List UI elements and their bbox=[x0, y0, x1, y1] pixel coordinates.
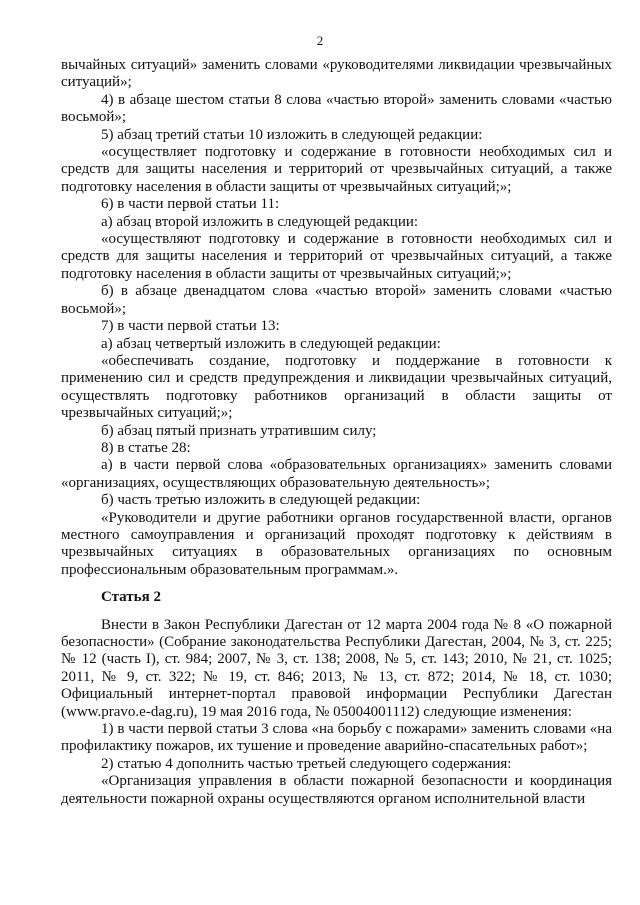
paragraph: 2) статью 4 дополнить частью третьей следующего содержания: bbox=[101, 755, 512, 772]
paragraph: «Организация управления в области пожарной безопасности и координация деятельности пожарной охраны осуществляются органом исполнительной власти bbox=[61, 773, 612, 807]
paragraph: 4) в абзаце шестом статьи 8 слова «частью второй» заменить словами «частью восьмой»; bbox=[61, 91, 612, 126]
paragraph: 6) в части первой статьи 11: bbox=[101, 196, 280, 213]
paragraph: а) абзац четвертый изложить в следующей редакции: bbox=[101, 335, 441, 352]
paragraph: вычайных ситуаций» заменить словами «руководителями ликвидации чрезвычайных ситуаций»; bbox=[61, 57, 612, 91]
paragraph: «осуществляют подготовку и содержание в готовности необходимых сил и средств для защиты населения и территорий от чрезвычайных ситуаций, а также подготовку населения в области защиты от чрезвычайных ситуаций;»; bbox=[61, 231, 612, 282]
paragraph: «Руководители и другие работники органов государственной власти, органов местного самоуправления и организаций проходят подготовку к действиям в чрезвычайных ситуациях в образовательных организациях по основным профессиональным образовательным программам.». bbox=[61, 509, 612, 578]
paragraph: 8) в статье 28: bbox=[101, 439, 191, 456]
article-heading: Статья 2 bbox=[101, 589, 161, 606]
paragraph: 1) в части первой статьи 3 слова «на борьбу с пожарами» заменить словами «на профилактику пожаров, их тушение и проведение аварийно-спасательных работ»; bbox=[61, 721, 612, 755]
paragraph: Внести в Закон Республики Дагестан от 12 марта 2004 года № 8 «О пожарной безопасности» (Собрание законодательства Республики Дагестан, 2004, № 3, ст. 225; № 12 (часть I), ст. 984; 2007, № 3, ст. 138; 2008, № 5, ст. 143; 2010, № 21, ст. 1025; 2011, № 9, ст. 322; № 19, ст. 846; 2013, № 13, ст. 872; 2014, № 18, ст. 1030; Официальный интернет-портал правовой информации Республики Дагестан (www.pravo.e-dag.ru), 19 мая 2016 года, № 05004001112) следующие изменения: bbox=[61, 616, 612, 720]
paragraph: «осуществляет подготовку и содержание в готовности необходимых сил и средств для защиты населения и территорий от чрезвычайных ситуаций, а также подготовку населения в области защиты от чрезвычайных ситуаций;»; bbox=[61, 144, 612, 195]
paragraph: б) в абзаце двенадцатом слова «частью второй» заменить словами «частью восьмой»; bbox=[61, 283, 612, 317]
paragraph: а) абзац второй изложить в следующей редакции: bbox=[101, 213, 419, 230]
document-body bbox=[61, 57, 612, 808]
paragraph: б) часть третью изложить в следующей редакции: bbox=[101, 492, 421, 509]
paragraph: б) абзац пятый признать утратившим силу; bbox=[101, 422, 377, 439]
paragraph: «обеспечивать создание, подготовку и поддержание в готовности к применению сил и средств предупреждения и ликвидации чрезвычайных ситуаций, осуществлять подготовку работников организаций в области защиты от чрезвычайных ситуаций;»; bbox=[61, 352, 612, 422]
paragraph: а) в части первой слова «образовательных организациях» заменить словами «организациях, осуществляющих образовательную деятельность»; bbox=[61, 457, 612, 491]
page-number: 2 bbox=[316, 33, 324, 48]
paragraph: 5) абзац третий статьи 10 изложить в следующей редакции: bbox=[101, 126, 483, 143]
paragraph: 7) в части первой статьи 13: bbox=[101, 318, 280, 335]
